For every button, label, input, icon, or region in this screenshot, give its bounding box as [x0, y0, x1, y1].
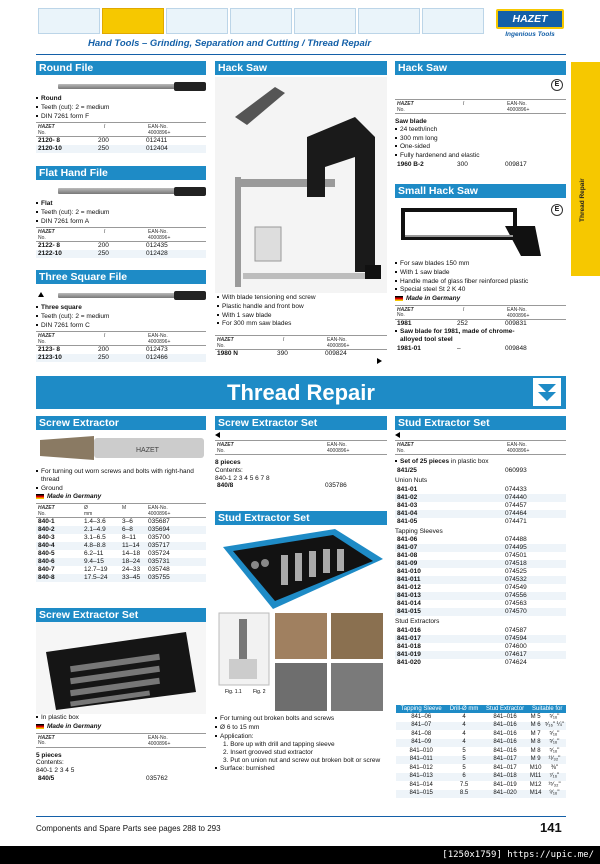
made-in-germany: Made in Germany: [36, 493, 206, 501]
hack-saw-section: [215, 61, 387, 366]
table-cell: 6–8: [122, 526, 133, 534]
table-row: [396, 713, 566, 722]
brand-logo: HAZET: [496, 9, 564, 29]
divider: [36, 54, 566, 55]
table-cell: ⁵⁄₁₆" ¼": [543, 722, 566, 731]
section-title: Screw Extractor Set: [215, 416, 387, 430]
table-row: [395, 659, 566, 667]
table-row: 840/5 035762: [38, 774, 168, 782]
subheading: Tapping Sleeves: [395, 527, 443, 535]
table-cell: 035724: [148, 550, 170, 558]
table-cell: M 5: [530, 713, 541, 720]
table-cell: 841-09: [397, 560, 418, 568]
table-header: HAZET No. l EAN-No. 4000896+: [395, 305, 566, 320]
table-cell: 8.5: [446, 790, 481, 799]
table-row: 2120-10 250 012404: [36, 145, 206, 153]
table-cell: 035755: [148, 574, 170, 582]
table-row: [395, 627, 566, 635]
table-cell: 5: [462, 747, 466, 754]
table-row: [395, 494, 566, 502]
table-cell: 33–45: [122, 574, 141, 582]
table-cell: 12.7–19: [84, 566, 108, 574]
bullet-list: In plastic box: [36, 714, 206, 722]
screw-extractor-set-mid-section: [215, 416, 387, 490]
table-cell: 841–012: [409, 764, 433, 771]
table-cell: 841–014: [409, 781, 433, 788]
table-cell: 841–08: [411, 730, 432, 737]
arrow-left-icon: [395, 432, 400, 438]
flat-file-section: [36, 166, 206, 258]
table-cell: ¹⁵⁄₃₂": [548, 781, 561, 788]
table-row: [36, 534, 206, 542]
table-cell: 074587: [505, 627, 527, 635]
table-row: [396, 781, 566, 790]
table-cell: 074433: [505, 485, 527, 493]
table-cell: 841-07: [397, 544, 418, 552]
pieces: 5 pieces: [36, 751, 62, 759]
application-figures: [215, 611, 387, 715]
table-cell: 841–017: [482, 756, 529, 765]
table-row: [36, 526, 206, 534]
table-cell: 074471: [505, 517, 527, 525]
table-cell: 841–011: [396, 756, 446, 765]
arrow-left-icon: [215, 432, 220, 438]
table-cell: M 8: [528, 739, 542, 748]
stud-extractor-set-image: [215, 525, 387, 611]
table-cell: 841-01: [397, 485, 418, 493]
table-cell: M10: [529, 764, 542, 771]
table-cell: 24–33: [122, 566, 141, 574]
table-cell: 074525: [505, 568, 527, 576]
table-row: 2120- 8 200 012411: [38, 137, 168, 145]
table-cell: ⁹⁄₁₆": [543, 790, 566, 799]
subhead: Saw blade: [395, 118, 427, 125]
table-cell: 841-011: [397, 576, 421, 584]
table-row: [396, 739, 566, 748]
table-row: [395, 592, 566, 600]
table-cell: 841–013: [396, 773, 446, 782]
bullet-list: Flat Teeth (cut): 2 = medium DIN 7261 form A: [36, 200, 206, 225]
table-row: 2122- 8 200 012435: [38, 242, 168, 250]
table-row: 840/8 035786: [217, 482, 347, 490]
file-image: [36, 284, 206, 304]
table-cell: 035700: [148, 534, 170, 542]
table-row: [395, 651, 566, 659]
table-row: [36, 574, 206, 582]
section-title: Three Square File: [36, 270, 206, 284]
table-cell: 840-2: [38, 526, 55, 534]
table-cell: 17.5–24: [84, 574, 108, 582]
column-header: Drill-Ø mm: [446, 705, 481, 713]
table-row: 1960 B-2 300 009817: [397, 160, 527, 168]
table-row: [396, 722, 566, 731]
table-header: HAZET No. l EAN-No. 4000896+: [215, 335, 387, 350]
table-cell: 841-08: [397, 552, 418, 560]
table-cell: 035731: [148, 558, 170, 566]
table-cell: 074556: [505, 592, 527, 600]
table-cell: 841-018: [397, 643, 421, 651]
figure-label: Fig. 2: [253, 689, 266, 695]
figure-label: Fig. 1.1: [225, 689, 242, 695]
stud-extractor-set-right-section: [395, 416, 566, 667]
table-cell: 6.2–11: [84, 550, 104, 558]
table-cell: 841–07: [396, 722, 446, 731]
section-banner: Thread Repair: [36, 376, 566, 409]
subheading: Union Nuts: [395, 476, 428, 484]
made-in-germany: Made in Germany: [395, 295, 566, 303]
table-cell: 035687: [148, 518, 170, 526]
table-row: 841/25 060993: [397, 466, 527, 474]
table-cell: 074440: [505, 493, 527, 501]
e-mark-icon: E: [551, 204, 563, 216]
double-arrow-down-icon: [533, 378, 561, 406]
table-row: [395, 536, 566, 544]
table-row: [396, 730, 566, 739]
section-title: Stud Extractor Set: [215, 511, 387, 525]
table-cell: 841–016: [493, 747, 517, 754]
table-cell: 841-06: [397, 536, 418, 544]
table-cell: 074563: [505, 600, 527, 608]
section-title: Round File: [36, 61, 206, 75]
made-in-germany: Made in Germany: [36, 723, 206, 731]
table-cell: 4.8–8.8: [84, 542, 106, 550]
watermark: [1250x1759] https://upic.me/: [0, 846, 600, 864]
bullet-list: Set of 25 pieces in plastic box: [395, 458, 566, 466]
screw-extractor-set-image: [36, 622, 206, 714]
union-nut-rows: [395, 486, 566, 526]
table-header: HAZET No. EAN-No. 4000896+: [36, 733, 206, 748]
e-mark-icon: E: [551, 79, 563, 91]
table-cell: 6: [446, 773, 481, 782]
table-row: 1980 N 390 009824: [217, 350, 347, 357]
table-cell: M 7: [530, 730, 541, 737]
table-cell: M 9: [528, 756, 542, 765]
column-header: Stud Extractor: [482, 705, 529, 713]
table-cell: 3.1–6.5: [84, 534, 106, 542]
table-cell: 841–016: [482, 722, 529, 731]
table-row: [395, 560, 566, 568]
table-cell: 5: [462, 764, 466, 771]
table-cell: 841-017: [397, 635, 421, 643]
three-square-file-section: [36, 270, 206, 362]
table-cell: 841–016: [493, 713, 517, 720]
table-header: HAZET No. EAN-No. 4000896+: [395, 440, 566, 455]
table-cell: 14–18: [122, 550, 141, 558]
pieces: 8 pieces: [215, 459, 241, 466]
table-cell: 840-7: [38, 566, 55, 574]
table-cell: 4: [446, 722, 481, 731]
table-row: [395, 486, 566, 494]
table-row: 2122-10 250 012428: [36, 250, 206, 258]
table-cell: 074624: [505, 659, 527, 667]
table-cell: 074457: [505, 501, 527, 509]
category-tab-icon[interactable]: [358, 8, 420, 34]
table-cell: M12: [529, 781, 542, 788]
column-header: Suitable for: [528, 705, 566, 713]
table-cell: 4: [446, 739, 481, 748]
category-tab-icon[interactable]: [294, 8, 356, 34]
side-tab[interactable]: [571, 62, 600, 276]
table-cell: ¹¹⁄₃₂": [543, 756, 566, 765]
table-cell: 5: [446, 756, 481, 765]
table-row: [36, 542, 206, 550]
category-tabs: [38, 8, 484, 34]
table-cell: 1.4–3.6: [84, 518, 106, 526]
table-row: [396, 756, 566, 765]
tapping-sleeve-rows: [395, 536, 566, 616]
table-row: [396, 747, 566, 756]
section-title: Hack Saw: [395, 61, 566, 75]
table-cell: 841–016: [493, 730, 517, 737]
table-cell: 074549: [505, 584, 527, 592]
table-cell: 840-4: [38, 542, 55, 550]
bullet-list: For saw blades 150 mm With 1 saw blade Handle made of glass fiber reinforced plastic Special steel St 2 K 40: [395, 260, 566, 294]
table-cell: ⁷⁄₁₆": [543, 773, 566, 782]
triangle-icon: [38, 292, 44, 297]
table-cell: M 6: [528, 722, 542, 731]
contents-line: 840-1 2 3 4 5: [36, 767, 75, 775]
page-title: Hand Tools – Grinding, Separation and Cutting / Thread Repair: [88, 38, 372, 49]
bullet-list: Three square Teeth (cut): 2 = medium DIN 7261 form C: [36, 304, 206, 329]
table-row: [396, 773, 566, 782]
table-cell: 841-019: [397, 651, 421, 659]
table-cell: 841-013: [397, 592, 421, 600]
table-cell: 841-03: [397, 501, 418, 509]
table-cell: M14: [529, 790, 542, 797]
table-cell: 841–016: [482, 739, 529, 748]
table-cell: 074570: [505, 608, 527, 616]
screw-extractor-rows: [36, 518, 206, 582]
table-row: [395, 518, 566, 526]
page-number: 141: [540, 820, 562, 835]
table-cell: 074464: [505, 509, 527, 517]
small-hack-saw-image: [395, 198, 545, 260]
svg-text:HAZET: HAZET: [136, 447, 159, 454]
table-cell: M 8: [530, 747, 541, 754]
table-cell: 4: [462, 730, 466, 737]
table-row: [396, 790, 566, 799]
table-cell: 841-05: [397, 517, 418, 525]
table-row: [36, 550, 206, 558]
table-row: [395, 576, 566, 584]
table-header: HAZET No. l EAN-No. 4000896+: [395, 99, 566, 114]
brand-tagline: Ingenious Tools: [505, 31, 555, 38]
column-header: Tapping Sleeve: [396, 705, 446, 713]
german-flag-icon: [395, 296, 403, 301]
table-cell: 3–6: [122, 518, 133, 526]
screw-extractor-set-section: [36, 608, 206, 783]
stud-extractor-rows: [395, 627, 566, 667]
file-image: [36, 180, 206, 200]
table-cell: 841-015: [397, 608, 421, 616]
german-flag-icon: [36, 494, 44, 499]
table-row: [395, 502, 566, 510]
table-row: [36, 566, 206, 574]
table-cell: 074501: [505, 552, 527, 560]
bullet-list: Round Teeth (cut): 2 = medium DIN 7261 form F: [36, 95, 206, 120]
hack-saw-image: [215, 77, 387, 293]
arrow-right-icon: [377, 358, 382, 364]
footer-note: Components and Spare Parts see pages 288 to 293: [36, 824, 221, 833]
stud-extractor-set-mid-section: [215, 511, 387, 774]
table-row: 1981 252 009831: [397, 319, 527, 327]
table-cell: 074600: [505, 643, 527, 651]
table-cell: 035694: [148, 526, 170, 534]
table-row: [395, 584, 566, 592]
screw-extractor-section: [36, 416, 206, 582]
hack-saw-blade-section: [395, 61, 566, 169]
table-cell: 841-014: [397, 600, 421, 608]
table-cell: 074532: [505, 576, 527, 584]
section-title: Stud Extractor Set: [395, 416, 566, 430]
screw-extractor-image: [36, 430, 206, 468]
section-title: Small Hack Saw: [395, 184, 566, 198]
divider: [36, 816, 566, 817]
table-cell: 841-010: [397, 568, 421, 576]
table-row: [395, 643, 566, 651]
table-cell: 9.4–15: [84, 558, 104, 566]
table-row: [36, 558, 206, 566]
table-cell: 841-04: [397, 509, 418, 517]
table-cell: 11–14: [122, 542, 140, 550]
table-row: [395, 568, 566, 576]
table-cell: 841-02: [397, 493, 418, 501]
table-cell: 7.5: [459, 781, 469, 788]
category-tab-icon-active[interactable]: [102, 8, 164, 34]
table-cell: 841-012: [397, 584, 421, 592]
table-cell: 841–015: [396, 790, 446, 799]
table-cell: 841–09: [396, 739, 446, 748]
bullet-list: For turning out broken bolts and screws Ø 6 to 15 mm Application:: [215, 715, 387, 740]
table-header: HAZET No. l EAN-No. 4000896+: [36, 122, 206, 137]
category-tab-icon[interactable]: [422, 8, 484, 34]
table-cell: 841-016: [397, 627, 421, 635]
table-row: [395, 608, 566, 616]
bullet-list: Surface: burnished: [215, 765, 387, 773]
category-tab-icon[interactable]: [230, 8, 292, 34]
category-tab-icon[interactable]: [166, 8, 228, 34]
table-row: [36, 518, 206, 526]
table-cell: 035748: [148, 566, 170, 574]
table-cell: 8–11: [122, 534, 136, 542]
contents-label: Contents:: [36, 759, 64, 767]
table-header: HAZET No. EAN-No. 4000896+: [215, 440, 387, 455]
table-cell: 840-6: [38, 558, 55, 566]
table-row: [395, 600, 566, 608]
table-cell: 841-020: [397, 659, 421, 667]
table-row: [395, 544, 566, 552]
table-cell: M11: [529, 773, 542, 780]
table-cell: 074617: [505, 651, 527, 659]
subheading: Stud Extractors: [395, 618, 440, 626]
table-cell: 841–017: [493, 764, 517, 771]
table-row: 2123-10 250 012466: [36, 354, 206, 362]
table-cell: 18–24: [122, 558, 141, 566]
table-cell: 074518: [505, 560, 527, 568]
table-row: 1981-01 – 009848: [397, 344, 527, 352]
application-steps: 1. Bore up with drill and tapping sleeve 2. Insert grooved stud extractor 3. Put on union nut and screw out broken bolt or screw: [223, 741, 381, 764]
table-cell: 841–06: [411, 713, 432, 720]
table-cell: 4: [462, 713, 466, 720]
table-cell: 074594: [505, 635, 527, 643]
note: Saw blade for 1981, made of chrome-alloyed tool steel: [395, 328, 515, 344]
table-cell: ⁵⁄₁₆": [549, 730, 560, 737]
table-cell: 074488: [505, 536, 527, 544]
section-title: Screw Extractor Set: [36, 608, 206, 622]
table-cell: ⁵⁄₁₆": [549, 713, 560, 720]
section-title: Screw Extractor: [36, 416, 206, 430]
bullet-list: With blade tensioning end screw Plastic handle and front bow With 1 saw blade For 300 mm saw blades: [217, 294, 387, 329]
tapping-table: [396, 705, 566, 798]
bullet-list: For turning out worn screws and bolts with right-hand thread Ground: [36, 468, 206, 492]
table-cell: 841–018: [482, 773, 529, 782]
table-cell: 074495: [505, 544, 527, 552]
table-cell: 840-8: [38, 574, 55, 582]
table-cell: 840-1: [38, 518, 55, 526]
table-cell: 841–019: [493, 781, 517, 788]
section-title: Flat Hand File: [36, 166, 206, 180]
table-cell: 035717: [148, 542, 170, 550]
table-row: [395, 552, 566, 560]
section-title: Hack Saw: [215, 61, 387, 75]
bullet-list: 24 teeth/inch 300 mm long One-sided Fully hardenend and elastic: [395, 126, 566, 160]
side-tab-label: Thread Repair: [579, 178, 586, 222]
table-cell: ⅜": [550, 764, 558, 771]
table-row: [395, 510, 566, 518]
table-cell: 840-3: [38, 534, 55, 542]
table-cell: ⁵⁄₁₆": [549, 747, 560, 754]
table-header: HAZET No. l EAN-No. 4000896+: [36, 331, 206, 346]
table-header: HAZET No. Ø mm M EAN-No. 4000896+: [36, 503, 206, 518]
small-hack-saw-section: [395, 184, 566, 353]
hack-saw-table: [215, 333, 387, 358]
contents-label: Contents:: [215, 466, 243, 474]
table-cell: ⁵⁄₁₆": [543, 739, 566, 748]
table-cell: 841–020: [482, 790, 529, 799]
table-cell: 840-5: [38, 550, 55, 558]
german-flag-icon: [36, 724, 44, 729]
category-tab-icon[interactable]: [38, 8, 100, 34]
table-cell: 2.1–4.9: [84, 526, 106, 534]
table-header: HAZET No. l EAN-No. 4000896+: [36, 227, 206, 242]
table-row: 2123- 8 200 012473: [38, 346, 168, 354]
table-row: [395, 635, 566, 643]
file-image: [36, 75, 206, 95]
table-cell: 841–010: [409, 747, 433, 754]
table-row: [396, 764, 566, 773]
contents-line: 840-1 2 3 4 5 6 7 8: [215, 474, 270, 482]
round-file-section: [36, 61, 206, 153]
